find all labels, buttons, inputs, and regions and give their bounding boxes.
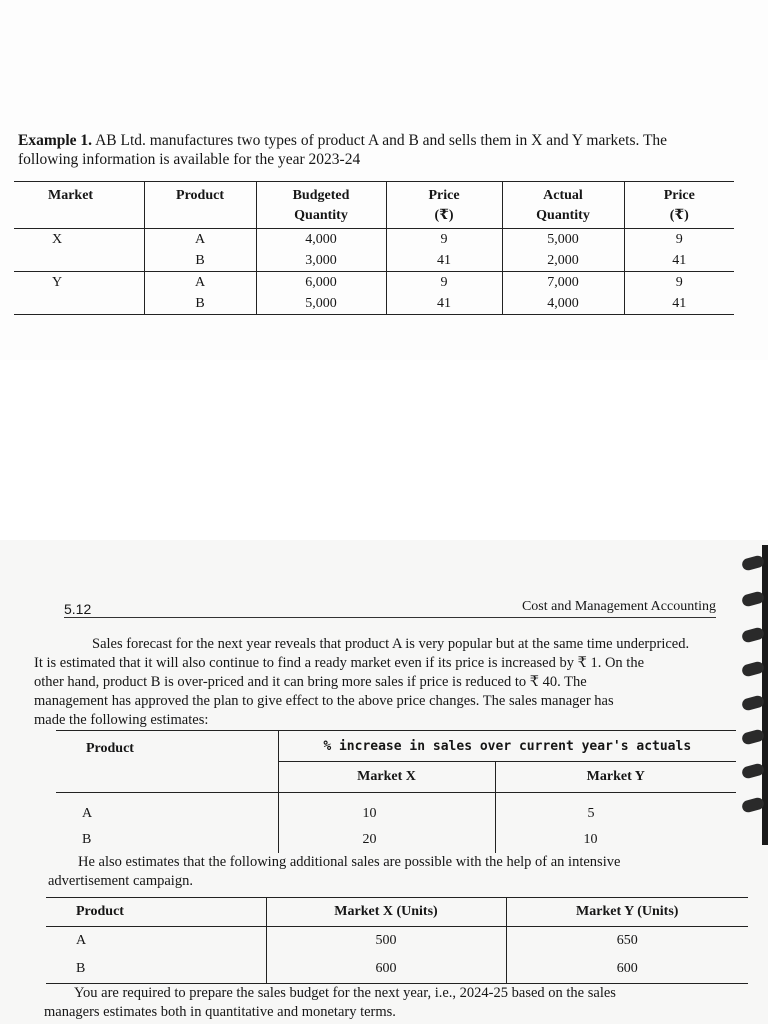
cell-product: A [144, 229, 256, 251]
paragraph-line: other hand, product B is over-priced and it can bring more sales if price is reduced to ₹ 40. The [34, 674, 587, 690]
cell-product: A [82, 806, 93, 821]
table-row [56, 827, 736, 853]
cell-market-x: 20 [278, 827, 495, 853]
example-heading [18, 131, 748, 169]
additional-sales-table [46, 897, 748, 984]
header-budgeted-quantity: Budgeted Quantity [256, 182, 386, 229]
paragraph-advertising [48, 853, 738, 891]
running-title: Cost and Management Accounting [521, 599, 716, 614]
ring-icon [741, 590, 765, 607]
budget-table [14, 181, 734, 315]
cell-market: X [52, 231, 63, 247]
cell-price: 9 [386, 272, 502, 294]
table-row [14, 229, 734, 251]
cell-price: 9 [386, 229, 502, 251]
header-market-y-units: Market Y (Units) [506, 898, 748, 927]
table-row [14, 250, 734, 272]
ring-icon [741, 554, 765, 571]
cell-price: 41 [386, 293, 502, 315]
paragraph-line: made the following estimates: [34, 712, 209, 728]
header-rule [64, 617, 716, 618]
cell-price-2: 41 [624, 250, 734, 272]
cell-actual-qty: 5,000 [502, 229, 624, 251]
ring-icon [741, 762, 765, 779]
cell-actual-qty: 4,000 [502, 293, 624, 315]
example-text-line1: AB Ltd. manufactures two types of product A and B and sells them in X and Y markets. The [92, 132, 668, 149]
spiral-binding [736, 545, 768, 845]
blank-gap [0, 360, 768, 540]
cell-product: B [82, 832, 92, 847]
cell-price: 41 [386, 250, 502, 272]
paragraph-line: He also estimates that the following additional sales are possible with the help of an intensive [78, 854, 621, 870]
page-number: 5.12 [64, 601, 92, 617]
header-market-y: Market Y [495, 762, 736, 793]
cell-market-y: 600 [506, 955, 748, 984]
paragraph-line: You are required to prepare the sales budget for the next year, i.e., 2024-25 based on the sales [74, 985, 616, 1001]
cell-budgeted-qty: 3,000 [256, 250, 386, 272]
cell-budgeted-qty: 6,000 [256, 272, 386, 294]
ring-icon [741, 660, 765, 677]
cell-market-x: 500 [266, 927, 506, 956]
cell-price-2: 9 [624, 272, 734, 294]
header-actual-quantity: Actual Quantity [502, 182, 624, 229]
cell-market-y: 650 [506, 927, 748, 956]
cell-budgeted-qty: 4,000 [256, 229, 386, 251]
header-product: Product [46, 898, 266, 927]
cell-market-x: 600 [266, 955, 506, 984]
header-market: Market [14, 182, 144, 229]
cell-budgeted-qty: 5,000 [256, 293, 386, 315]
cell-product: B [144, 250, 256, 272]
header-price: Price (₹) [386, 182, 502, 229]
header-market-x: Market X [278, 762, 495, 793]
paragraph-line: management has approved the plan to give effect to the above price changes. The sales manager has [34, 693, 614, 709]
cell-market: Y [52, 274, 63, 290]
paragraph-line: It is estimated that it will also continue to find a ready market even if its price is increased by ₹ 1. On the [34, 655, 644, 671]
cell-market [14, 250, 144, 272]
header-product: Product [56, 731, 278, 793]
header-product: Product [144, 182, 256, 229]
table-row [56, 793, 736, 828]
cell-product: B [46, 955, 266, 984]
cell-market [14, 293, 144, 315]
cell-market-y: 10 [495, 827, 736, 853]
cell-market-x: 10 [278, 793, 495, 828]
paragraph-line: managers estimates both in quantitative and monetary terms. [44, 1004, 396, 1020]
cell-actual-qty: 2,000 [502, 250, 624, 272]
cell-price-2: 9 [624, 229, 734, 251]
table-row [46, 927, 748, 956]
header-price-2: Price (₹) [624, 182, 734, 229]
cell-product: A [76, 933, 87, 948]
header-percent-increase: % increase in sales over current year's actuals [278, 731, 736, 762]
cell-market-y: 5 [495, 793, 736, 828]
paragraph-forecast [34, 635, 724, 730]
paragraph-line: Sales forecast for the next year reveals that product A is very popular but at the same time underpriced. [92, 636, 690, 652]
paragraph-requirement [44, 984, 756, 1022]
paragraph-line: advertisement campaign. [48, 873, 193, 889]
ring-icon [741, 796, 765, 813]
example-text-line2: following information is available for the year 2023-24 [18, 151, 361, 168]
ring-icon [741, 728, 765, 745]
cell-product: B [144, 293, 256, 315]
ring-icon [741, 626, 765, 643]
example-label: Example 1. [18, 132, 93, 149]
cell-product: A [144, 272, 256, 294]
table-row [14, 293, 734, 315]
header-market-x-units: Market X (Units) [266, 898, 506, 927]
sales-increase-table [56, 730, 736, 853]
cell-actual-qty: 7,000 [502, 272, 624, 294]
cell-price-2: 41 [624, 293, 734, 315]
ring-icon [741, 694, 765, 711]
table-row [14, 272, 734, 294]
table-row [46, 955, 748, 984]
